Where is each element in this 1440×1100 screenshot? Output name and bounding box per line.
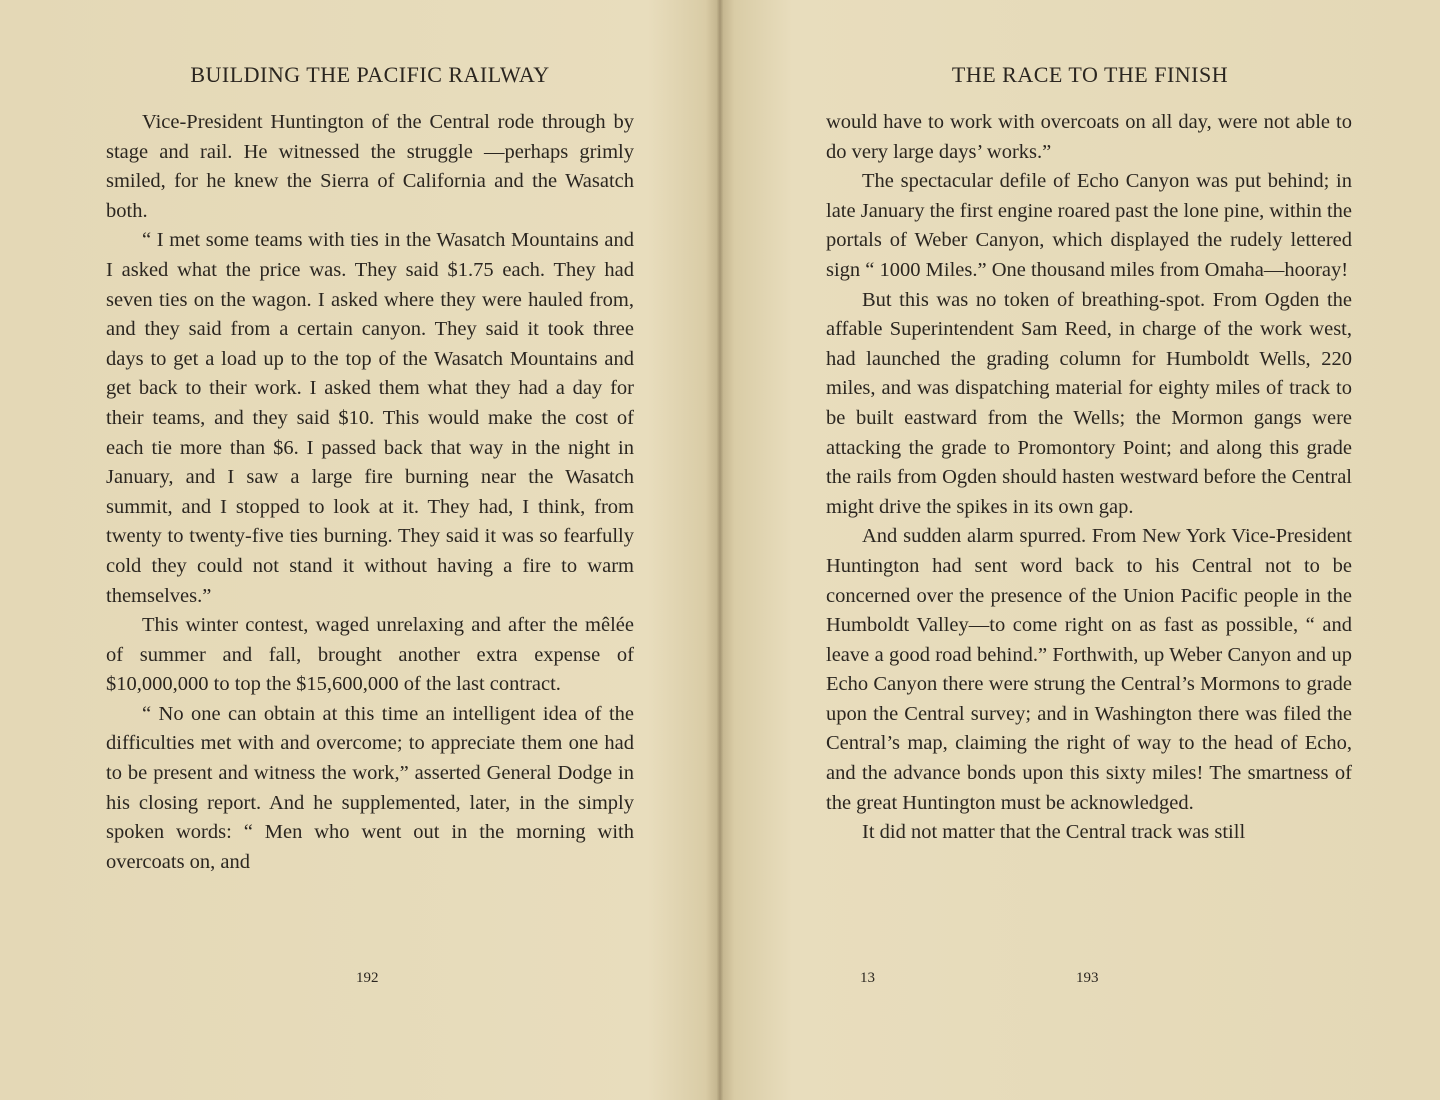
- running-head: BUILDING THE PACIFIC RAILWAY: [190, 62, 550, 87]
- body-text: [826, 108, 1352, 848]
- page-number: 192: [356, 970, 379, 986]
- paragraph: “ No one can obtain at this time an intelligent idea of the difficulties met with and overcome; to appreciate them one had to be present and witness the work,” asserted General Dodge in his closing report. And he supplemented, later, in the simply spoken words: “ Men who went out in the morning with overcoats on, and: [106, 702, 634, 873]
- paragraph: This winter contest, waged unrelaxing and after the mêlée of summer and fall, brought another extra expense of $10,000,000 to top the $15,600,000 of the last contract.: [106, 614, 634, 696]
- paragraph: Vice-President Huntington of the Central rode through by stage and rail. He witnessed the struggle —perhaps grimly smiled, for he knew the Sierra of California and the Wasatch both.: [106, 111, 634, 222]
- body-text: [106, 108, 634, 877]
- paragraph: The spectacular defile of Echo Canyon was put behind; in late January the first engine roared past the lone pine, within the portals of Weber Canyon, which displayed the rudely lettered sign “ 1000 Miles.” One thousand miles from Omaha—hooray!: [826, 170, 1352, 281]
- right-page: [720, 0, 1440, 1100]
- paragraph: It did not matter that the Central track was still: [862, 821, 1246, 844]
- paragraph: But this was no token of breathing-spot. From Ogden the affable Superintendent Sam Reed, in charge of the work west, had launched the grading column for Humboldt Wells, 220 miles, and was dispatching material for eighty miles of track to be built eastward from the Wells; the Mormon gangs were attacking the grade to Promontory Point; and along this grade the rails from Ogden should hasten westward before the Central might drive the spikes in its own gap.: [826, 288, 1352, 518]
- paragraph: would have to work with overcoats on all day, were not able to do very large days’ works.”: [826, 111, 1352, 163]
- page-number: 193: [1076, 970, 1099, 986]
- signature-mark: 13: [860, 970, 875, 986]
- paragraph: “ I met some teams with ties in the Wasatch Mountains and I asked what the price was. They said $1.75 each. They had seven ties on the wagon. I asked where they were hauled from, and they said from a certain canyon. They said it took three days to get a load up to the top of the Wasatch Mountains and get back to their work. I asked them what they had a day for their teams, and they said $10. This would make the cost of each tie more than $6. I passed back that way in the night in January, and I saw a large fire burning near the Wasatch summit, and I stopped to look at it. They had, I think, from twenty to twenty-five ties burning. They said it was so fearfully cold they could not stand it without having a fire to warm themselves.”: [106, 229, 634, 607]
- running-head: THE RACE TO THE FINISH: [951, 62, 1229, 87]
- paragraph: And sudden alarm spurred. From New York Vice-President Huntington had sent word back to his Central not to be concerned over the presence of the Union Pacific people in the Humboldt Valley—to come right on as fast as possible, “ and leave a good road behind.” Forthwith, up Weber Canyon and up Echo Canyon there were strung the Central’s Mormons to grade upon the Central survey; and in Washington there was filed the Central’s map, claiming the right of way to the head of Echo, and the advance bonds upon this sixty miles! The smartness of the great Huntington must be acknowledged.: [826, 525, 1352, 814]
